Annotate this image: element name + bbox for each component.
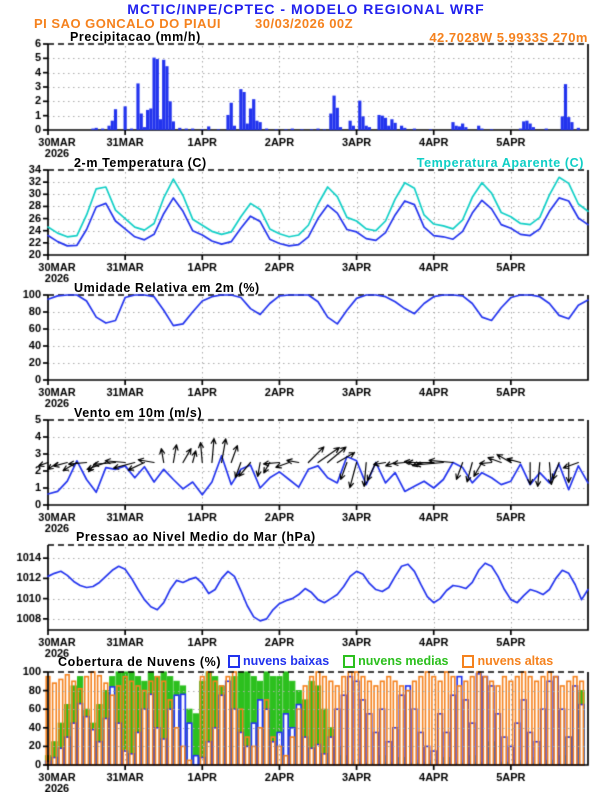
humidity-panel-title: Umidade Relativa em 2m (%) [74,281,260,295]
pressure-panel-title: Pressao ao Nivel Medio do Mar (hPa) [76,530,316,544]
precipitation-panel-title: Precipitacao (mm/h) [70,30,201,44]
station-coordinates: 42.7028W 5.9933S 270m [429,30,588,45]
orange-square-icon [462,655,474,668]
station-name: PI SAO GONCALO DO PIAUI [34,16,222,31]
station-run-line [34,16,353,31]
temperature-panel-title: 2-m Temperatura (C) [74,156,207,170]
legend-label: nuvens medias [358,654,449,668]
cloud-panel-title: Cobertura de Nuvens (%) [58,655,222,669]
cloud-legend [228,654,553,668]
legend-label: nuvens baixas [243,654,330,668]
wind-panel-title: Vento em 10m (m/s) [74,406,203,420]
legend-item-nuvens-baixas [228,654,329,668]
green-square-icon [343,655,355,668]
legend-item-nuvens-medias [343,654,448,668]
legend-item-nuvens-altas [462,654,553,668]
run-datetime: 30/03/2026 00Z [255,16,354,31]
blue-square-icon [228,655,240,668]
legend-label: nuvens altas [477,654,554,668]
apparent-temperature-label: Temperatura Aparente (C) [416,156,584,170]
model-header-title: MCTIC/INPE/CPTEC - MODELO REGIONAL WRF [127,1,485,17]
